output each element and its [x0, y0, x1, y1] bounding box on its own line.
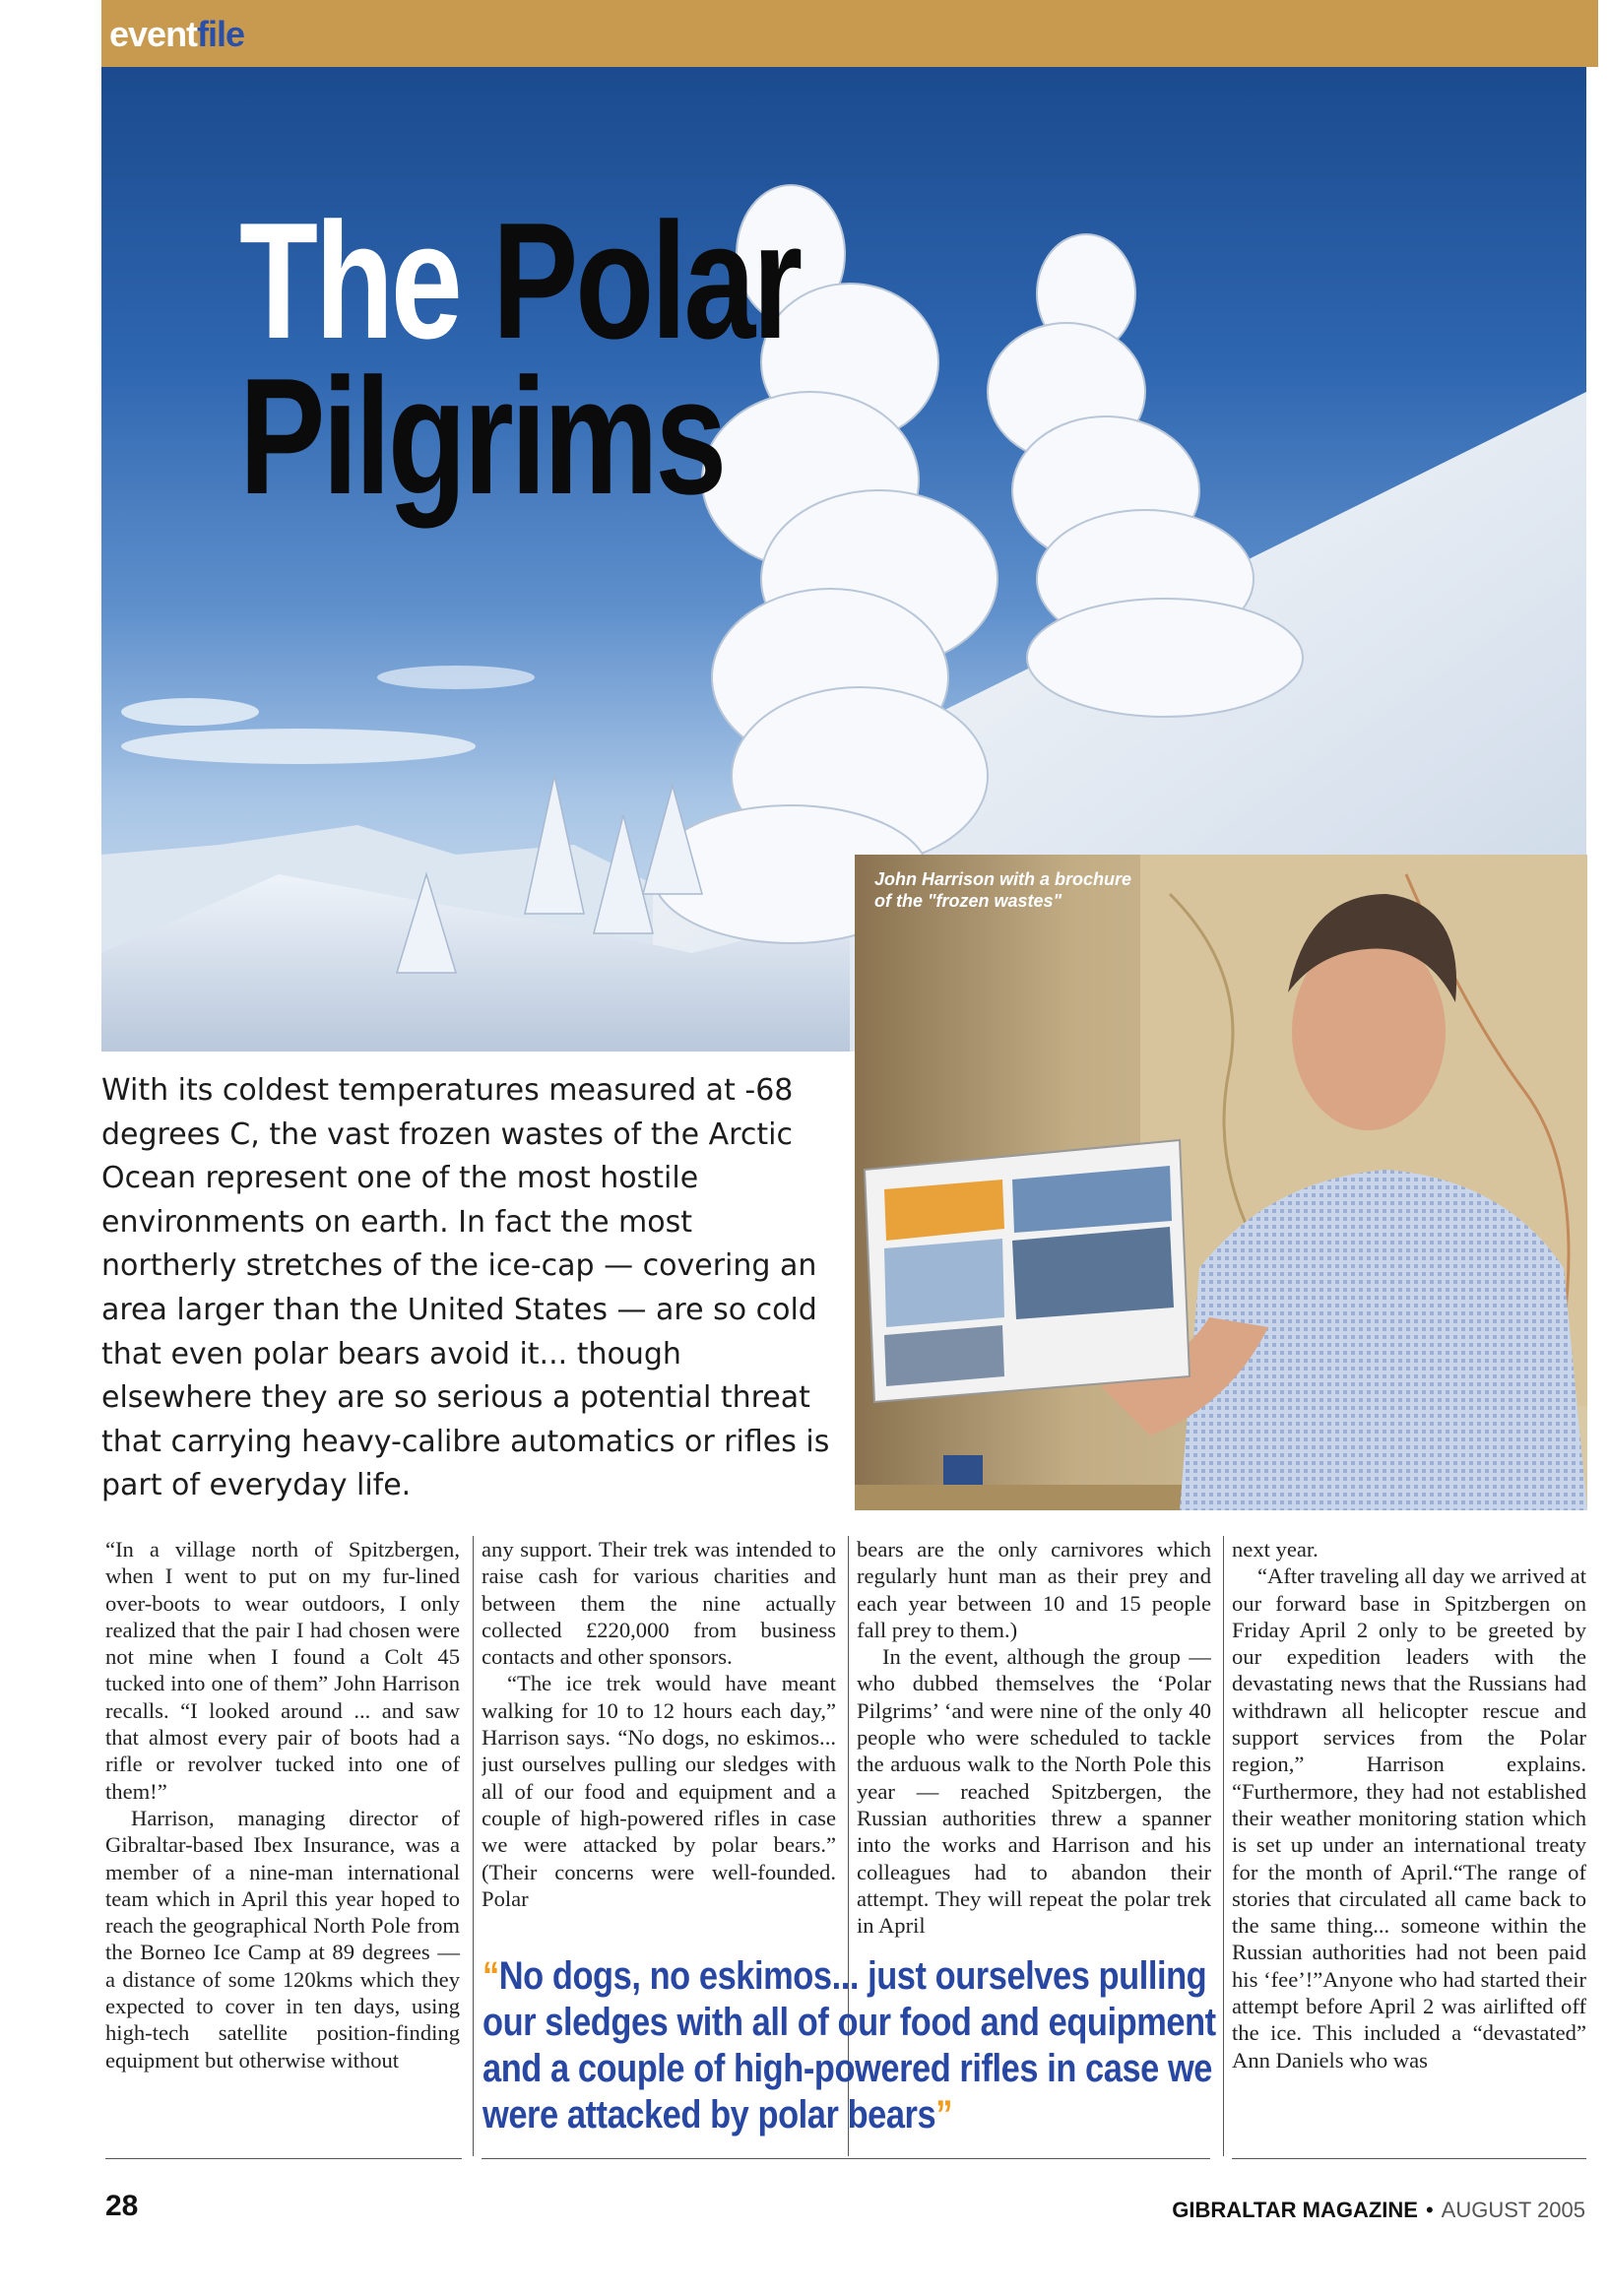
body-paragraph: “After traveling all day we arrived at our forward base in Spitzbergen on Friday April 2 only to be greeted by our expedition leaders with the devastating news that the Russians had withdrawn all helicopter rescue and support services from the Polar region,” Harrison explains. “Furthermore, they had not established their weather monitoring station which is set up under an international treaty for the month of April.“The range of stories that circulated all came back to the same thing... someone within the Russian authorities had not been paid his ‘fee’!”Anyone who had started their attempt before April 2 was airlifted off the ice. This included a “devastated” Ann Daniels who was [1232, 1563, 1586, 2073]
headline-word-the: The [239, 188, 460, 373]
portrait-photo [855, 855, 1587, 1510]
magazine-name: GIBRALTAR MAGAZINE [1172, 2198, 1418, 2222]
headline-word-polar: Polar [491, 188, 801, 373]
footer-separator: • [1425, 2198, 1434, 2222]
quote-close-mark: ” [935, 2093, 952, 2137]
page-number: 28 [105, 2190, 139, 2222]
headline [239, 188, 801, 529]
body-column-3 [857, 1536, 1211, 1949]
photo-caption [874, 868, 1170, 912]
bottom-rule [1232, 2158, 1586, 2159]
body-paragraph: bears are the only carnivores which regularly hunt man as their prey and each year between 10 and 15 people fall prey to them.) [857, 1537, 1211, 1642]
column-rule [473, 1536, 474, 2156]
section-band [101, 0, 1598, 67]
section-label-word2: file [197, 14, 245, 54]
body-paragraph: Harrison, managing director of Gibraltar-based Ibex Insurance, was a member of a nine-man international team which in April this year hoped to reach the geographical North Pole from the Borneo Ice Camp at 89 degrees — a distance of some 120kms which they expected to cover in ten days, using high-tech satellite position-finding equipment but otherwise without [105, 1805, 460, 2073]
man-with-brochure-illustration [855, 855, 1587, 1510]
body-paragraph: next year. [1232, 1537, 1319, 1562]
headline-line2: Pilgrims [239, 344, 725, 529]
column-rule [1223, 1536, 1224, 2156]
body-paragraph: In the event, although the group — who dubbed themselves the ‘Polar Pilgrims’ ‘and were nine of the only 40 people who were scheduled to tackle the arduous walk to the North Pole this year — reached Spitzbergen, the Russian authorities threw a spanner into the works and Harrison and his colleagues had to abandon their attempt. They will repeat the polar trek in April [857, 1644, 1211, 1939]
bottom-rule [105, 2158, 462, 2159]
quote-open-mark: “ [483, 1954, 499, 1998]
photo-caption-line2: of the "frozen wastes" [874, 891, 1062, 911]
intro-paragraph: With its coldest temperatures measured at -68 degrees C, the vast frozen wastes of the Arctic Ocean represent one of the most hostile environments on earth. In fact the most northerly stretches of the ice-cap — covering an area larger than the United States — are so cold that even polar bears avoid it... though elsewhere they are so serious a potential threat that carrying heavy-calibre automatics or rifles is part of everyday life. [101, 1073, 830, 1503]
body-column-1 [105, 1536, 460, 2073]
pull-quote [483, 1953, 1217, 2138]
body-paragraph: “In a village north of Spitzbergen, when I went to put on my fur-lined over-boots to wear outdoors, I only realized that the pair I had chosen were not mine when I found a Colt 45 tucked into one of them” John Harrison recalls. “I looked around ... and saw that almost every pair of boots had a rifle or revolver tucked into one of them!” [105, 1537, 460, 1804]
bottom-rule [482, 2158, 1210, 2159]
body-column-2 [482, 1536, 836, 1949]
body-column-4 [1232, 1536, 1586, 2073]
section-label-word1: event [109, 14, 198, 54]
footer-masthead [1172, 2198, 1585, 2223]
photo-caption-line1: John Harrison with a brochure [874, 869, 1132, 889]
body-paragraph: “The ice trek would have meant walking for 10 to 12 hours each day,” Harrison says. “No dogs, no eskimos... just ourselves pulling our sledges with all of our food and equipment and a couple of high-powered rifles in case we were attacked by polar bears.” (Their concerns were well-founded. Polar [482, 1671, 836, 1911]
pull-quote-text: No dogs, no eskimos... just ourselves pulling our sledges with all of our food and equipment and a couple of high-powered rifles in case we were attacked by polar bears [483, 1954, 1216, 2137]
section-label [109, 14, 244, 55]
headline-line1 [239, 188, 801, 373]
body-paragraph: any support. Their trek was intended to raise cash for various charities and between them the nine actually collected £220,000 from business contacts and other sponsors. [482, 1537, 836, 1670]
issue-date: AUGUST 2005 [1441, 2198, 1585, 2222]
